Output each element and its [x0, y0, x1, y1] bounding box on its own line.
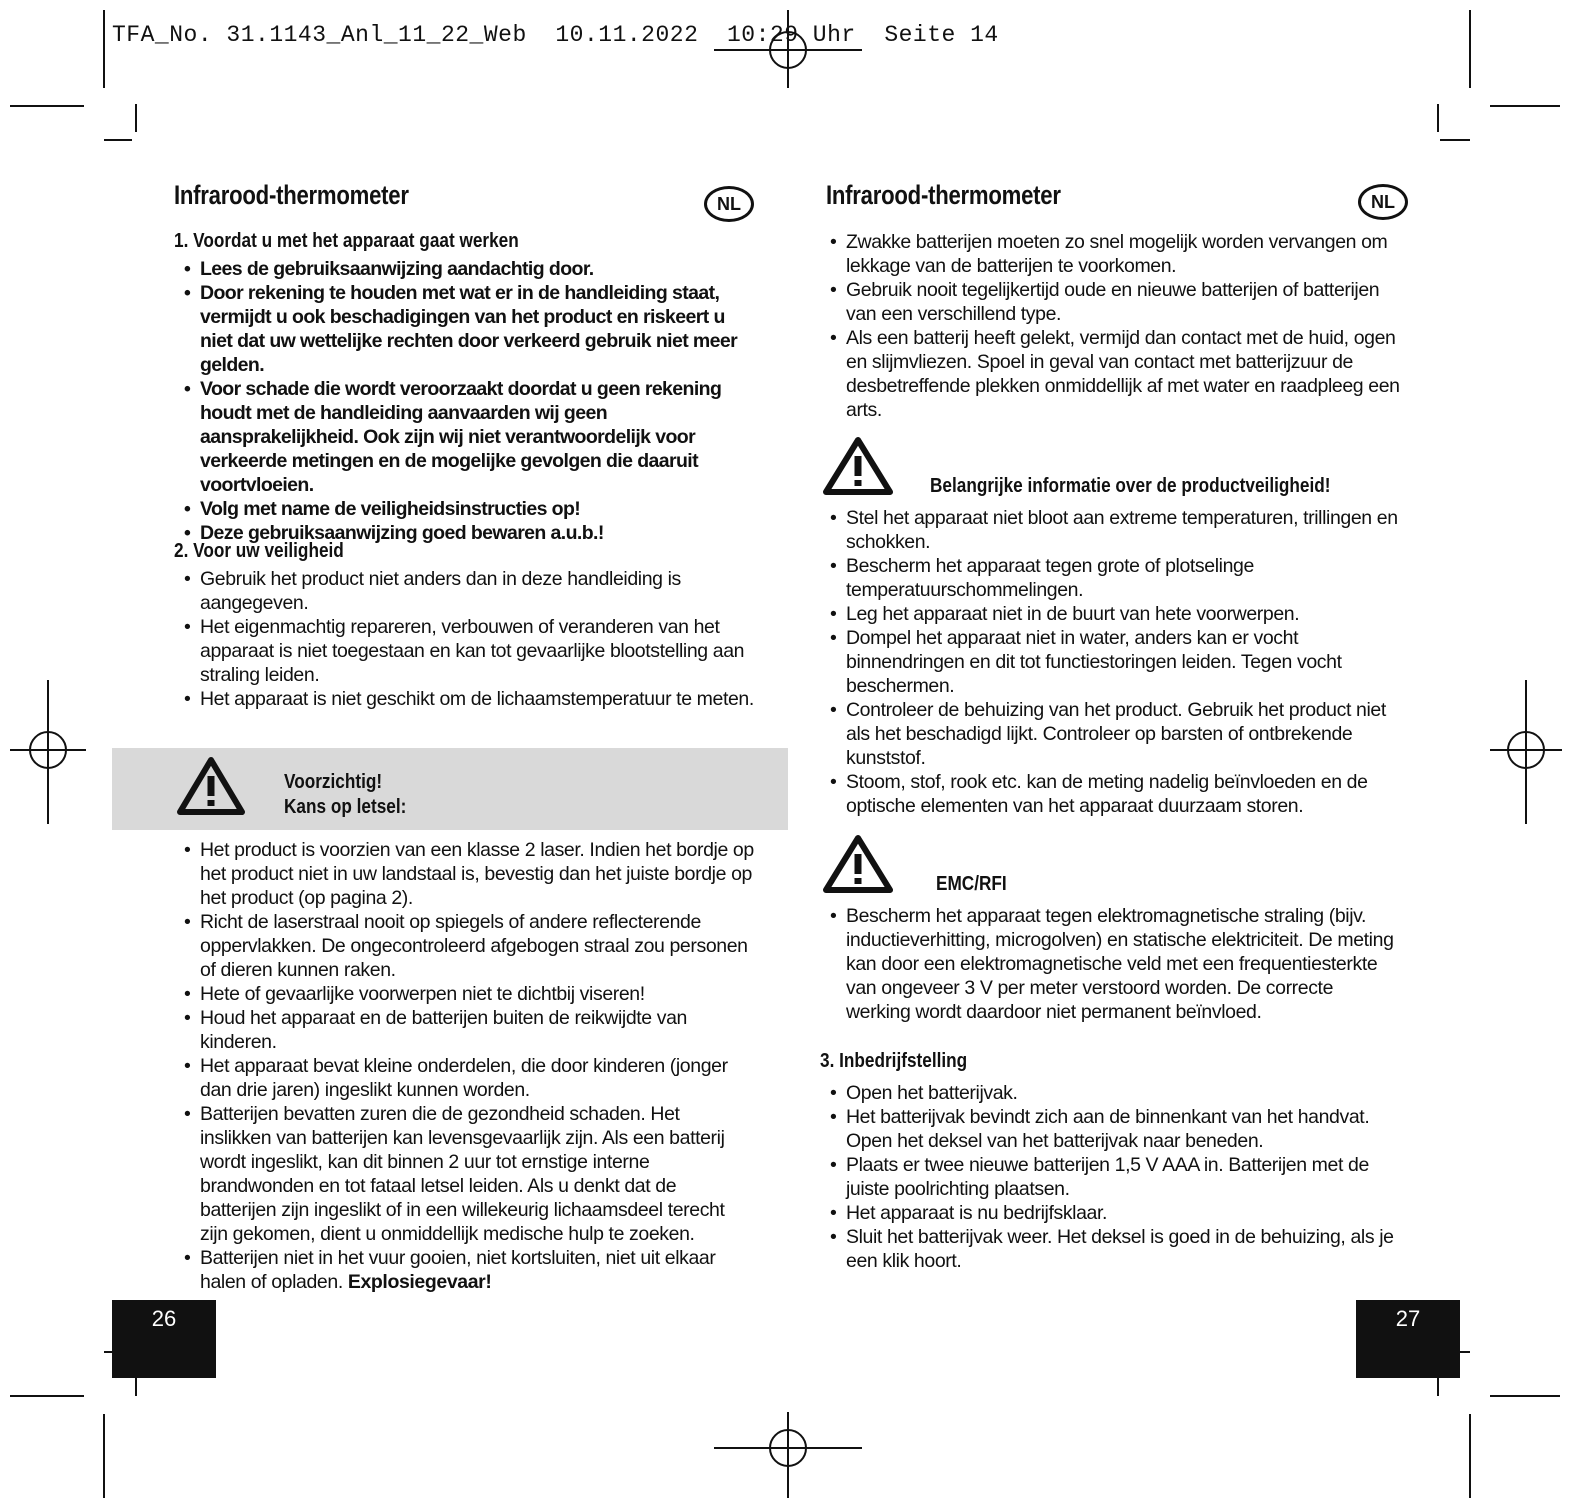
list-item: • Het apparaat bevat kleine onderdelen, die door kinderen (jonger dan drie jaren) ingeslikt kunnen worden. — [174, 1054, 754, 1102]
caution-title: Voorzichtig! — [284, 771, 383, 793]
product-safety-list — [820, 506, 1402, 818]
list-item: • Richt de laserstraal nooit op spiegels of andere reflecterende oppervlakken. De ongecontroleerd afgebogen straal zou personen of dieren kunnen raken. — [174, 910, 754, 982]
list-item: • Sluit het batterijvak weer. Het deksel is goed in de behuizing, als je een klik hoort. — [820, 1225, 1402, 1273]
list-item: • Batterijen bevatten zuren die de gezondheid schaden. Het inslikken van batterijen kan levensgevaarlijk zijn. Als een batterij wordt ingeslikt, kan dit binnen 2 uur tot ernstige interne brandwonden en tot fataal letsel leiden. Als u denkt dat de batterijen zijn ingeslikt of in een willekeurig lichaamsdeel terecht zijn gekomen, dient u onmiddellijk medische hulp te zoeken. — [174, 1102, 754, 1246]
caution-list — [174, 838, 754, 1294]
list-item: • Voor schade die wordt veroorzaakt doordat u geen rekening houdt met de handleiding aanvaarden wij geen aansprakelijkheid. Ook zijn wij niet verantwoordelijk voor verkeerde metingen en de mogelijke gevolgen die daaruit voortvloeien. — [174, 377, 754, 497]
product-safety-heading: Belangrijke informatie over de productveiligheid! — [930, 475, 1331, 497]
section-startup — [820, 1050, 1402, 1273]
language-badge: NL — [704, 186, 754, 222]
caution-subtitle: Kans op letsel: — [284, 796, 407, 818]
list-item: • Als een batterij heeft gelekt, vermijd dan contact met de huid, ogen en slijmvliezen. Spoel in geval van contact met batterijzuur de desbetreffende plekken onmiddellijk af met water en raadpleeg een arts. — [820, 326, 1402, 422]
warning-triangle-icon — [176, 756, 246, 816]
list-item: • Deze gebruiksaanwijzing goed bewaren a.u.b.! — [174, 521, 754, 545]
language-badge: NL — [1358, 184, 1408, 220]
explosion-warning: Explosiegevaar! — [347, 1271, 492, 1293]
list-item — [174, 1246, 754, 1294]
list-item: • Open het batterijvak. — [820, 1081, 1402, 1105]
list-item: • Lees de gebruiksaanwijzing aandachtig door. — [174, 257, 754, 281]
list-item: • Het eigenmachtig repareren, verbouwen of veranderen van het apparaat is niet toegestaan en kan tot gevaarlijke blootstelling aan straling leiden. — [174, 615, 754, 687]
list-item: • Houd het apparaat en de batterijen buiten de reikwijdte van kinderen. — [174, 1006, 754, 1054]
list-item: • Bescherm het apparaat tegen elektromagnetische straling (bijv. inductieverhitting, microgolven) en statische elektriciteit. De meting kan door een elektromagnetische veld met een frequentiesterkte van ongeveer 3 V per meter verstoord worden. De correcte werking wordt daardoor niet permanent beïnvloed. — [820, 904, 1402, 1024]
section-heading: 2. Voor uw veiligheid — [174, 540, 344, 562]
list-item: • Volg met name de veiligheidsinstructies op! — [174, 497, 754, 521]
list-item: • Leg het apparaat niet in de buurt van hete voorwerpen. — [820, 602, 1402, 626]
section-safety — [174, 540, 754, 711]
section-heading: 3. Inbedrijfstelling — [820, 1050, 968, 1072]
list-item: • Door rekening te houden met wat er in de handleiding staat, vermijdt u ook beschadigingen van het product en riskeert u niet dat uw wettelijke rechten door verkeerd gebruik niet meer gelden. — [174, 281, 754, 377]
page-number: 27 — [1356, 1300, 1460, 1378]
emc-heading: EMC/RFI — [936, 873, 1007, 895]
emc-list — [820, 904, 1402, 1024]
warning-triangle-icon — [822, 834, 894, 894]
section-heading: 1. Voordat u met het apparaat gaat werken — [174, 230, 519, 252]
list-item: • Bescherm het apparaat tegen grote of plotselinge temperatuurschommelingen. — [820, 554, 1402, 602]
battery-notes — [820, 230, 1402, 422]
list-item: • Het apparaat is niet geschikt om de lichaamstemperatuur te meten. — [174, 687, 754, 711]
list-item: • Gebruik het product niet anders dan in deze handleiding is aangegeven. — [174, 567, 754, 615]
list-item: • Het batterijvak bevindt zich aan de binnenkant van het handvat. Open het deksel van het batterijvak naar beneden. — [820, 1105, 1402, 1153]
list-item: • Controleer de behuizing van het product. Gebruik het product niet als het beschadigd lijkt. Controleer op barsten of ontbrekende kunststof. — [820, 698, 1402, 770]
list-item: • Stoom, stof, rook etc. kan de meting nadelig beïnvloeden en de optische elementen van het apparaat duurzaam storen. — [820, 770, 1402, 818]
list-item: • Het apparaat is nu bedrijfsklaar. — [820, 1201, 1402, 1225]
page-title: Infrarood-thermometer — [826, 180, 1061, 210]
list-item: • Stel het apparaat niet bloot aan extreme temperaturen, trillingen en schokken. — [820, 506, 1402, 554]
list-item: • Dompel het apparaat niet in water, anders kan er vocht binnendringen en dit tot functiestoringen leiden. Tegen vocht beschermen. — [820, 626, 1402, 698]
section-before-use — [174, 230, 754, 545]
page-title: Infrarood-thermometer — [174, 180, 409, 210]
list-item: • Zwakke batterijen moeten zo snel mogelijk worden vervangen om lekkage van de batterijen te voorkomen. — [820, 230, 1402, 278]
list-item: • Hete of gevaarlijke voorwerpen niet te dichtbij viseren! — [174, 982, 754, 1006]
list-item: • Het product is voorzien van een klasse 2 laser. Indien het bordje op het product niet in uw landstaal is, bevestig dan het juiste bordje op het product (op pagina 2). — [174, 838, 754, 910]
list-item-text: Batterijen niet in het vuur gooien, niet kortsluiten, niet uit elkaar halen of opladen. — [200, 1247, 716, 1293]
list-item: • Plaats er twee nieuwe batterijen 1,5 V AAA in. Batterijen met de juiste poolrichting plaatsen. — [820, 1153, 1402, 1201]
page-number: 26 — [112, 1300, 216, 1378]
warning-triangle-icon — [822, 436, 894, 496]
list-item: • Gebruik nooit tegelijkertijd oude en nieuwe batterijen of batterijen van een verschillend type. — [820, 278, 1402, 326]
print-slug: TFA_No. 31.1143_Anl_11_22_Web 10.11.2022 10:29 Uhr Seite 14 — [112, 22, 999, 48]
